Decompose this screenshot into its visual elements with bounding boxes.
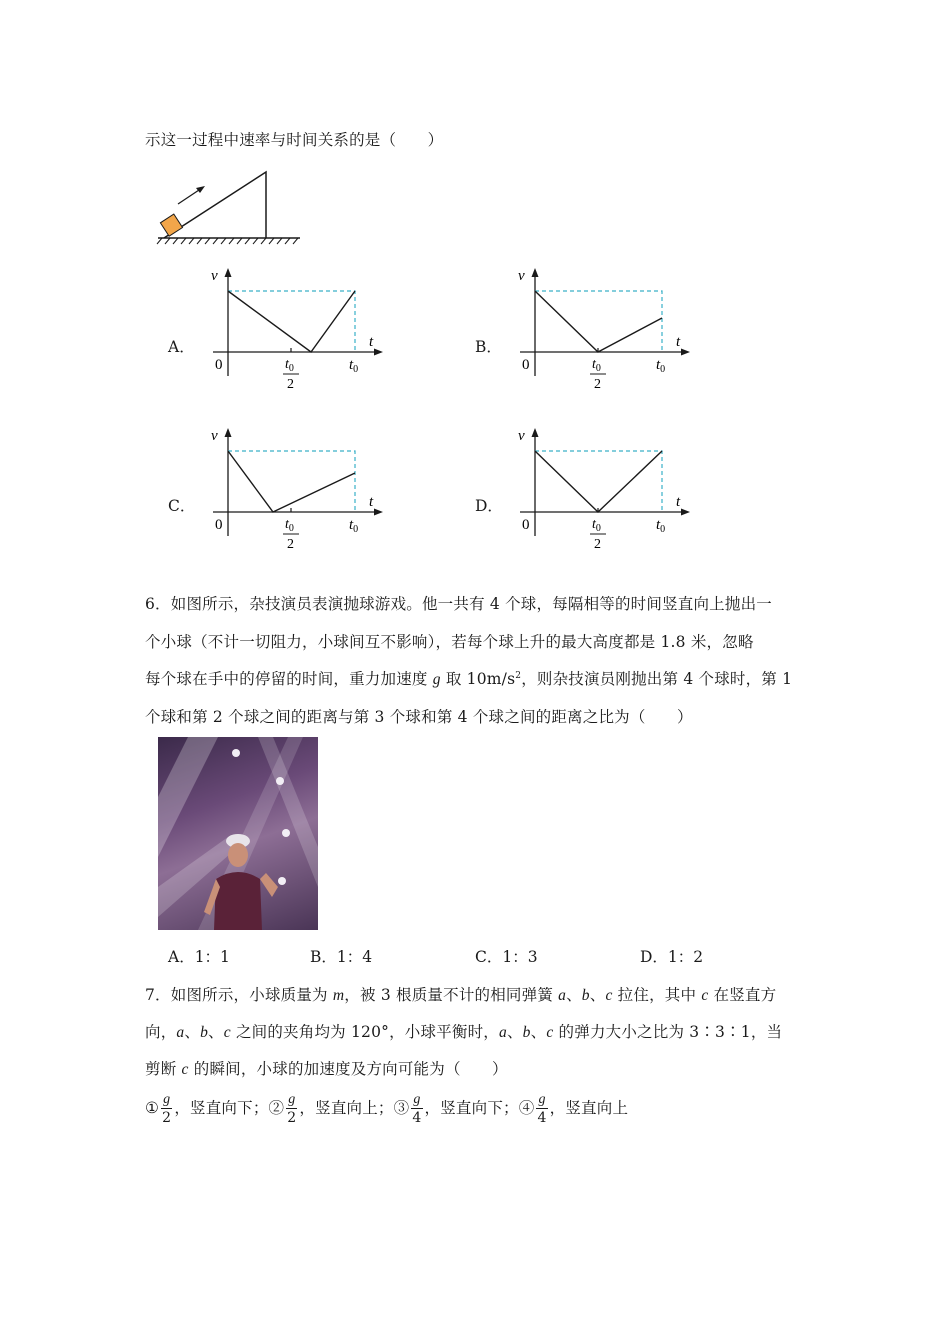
curve-a [228,291,355,352]
q6-choice-a: A．1：1 [168,948,230,966]
q6-line-1: 6．如图所示，杂技演员表演抛球游戏。他一共有 4 个球，每隔相等的时间竖直向上抛出一 [145,595,772,613]
graph-a [205,268,385,393]
q6-choice-b: B．1：4 [310,948,373,966]
graph-c [205,428,385,553]
option-c-label: C． [168,497,196,515]
axis-t-label: t [676,334,681,350]
axis-t-label: t [369,494,374,510]
half-den: 2 [287,377,294,392]
option-b-label: B． [475,338,502,356]
juggler-photo [158,737,318,930]
axis-t-label: t [369,334,374,350]
axis-v-label: v [518,268,525,284]
half-num: $t_0$ [592,357,601,374]
q7-line-1: 7．如图所示，小球质量为 m，被 3 根质量不计的相同弹簧 a、b、c 拉住，其中 c 在竖直方 [145,986,777,1004]
half-num: $t_0$ [285,357,294,374]
curve-c [228,451,355,512]
graph-d [512,428,692,553]
axis-v-label: v [211,268,218,284]
q7-line-2: 向，a、b、c 之间的夹角均为 120°，小球平衡时，a、b、c 的弹力大小之比为 3∶3∶1，当 [145,1023,783,1041]
curve-b [535,291,662,352]
fraction: $\frac{g}{4}$ [412,1092,422,1126]
half-num: $t_0$ [592,517,601,534]
origin-label: 0 [522,357,530,373]
half-den: 2 [594,377,601,392]
half-num: $t_0$ [285,517,294,534]
q6-choice-d: D．1：2 [640,948,704,966]
option-a-label: A． [168,338,195,356]
fraction: $\frac{g}{4}$ [537,1092,547,1126]
fraction: $\frac{g}{2}$ [287,1092,297,1126]
axis-v-label: v [518,428,525,444]
axis-v-label: v [211,428,218,444]
option-d-label: D． [475,497,503,515]
graph-b [512,268,692,393]
half-den: 2 [287,537,294,552]
curve-d [535,451,662,512]
q5-stem-tail: 示这一过程中速率与时间关系的是（ ） [145,131,444,149]
axis-t-label: t [676,494,681,510]
fraction: $\frac{g}{2}$ [162,1092,172,1126]
q6-line-4: 个球和第 2 个球之间的距离与第 3 个球和第 4 个球之间的距离之比为（ ） [145,708,693,726]
origin-label: 0 [522,517,530,533]
t0-label: $t_0$ [656,357,666,375]
t0-label: $t_0$ [349,517,359,535]
q7-line-3: 剪断 c 的瞬间，小球的加速度及方向可能为（ ） [145,1060,508,1078]
origin-label: 0 [215,357,223,373]
block [160,214,182,236]
q7-answers: ① $\frac{g}{2}$ ，竖直向下；② $\frac{g}{2}$ ，竖直向上；③ $\frac{g}{4}$ ，竖直向下；④ $\frac{g}{4}$ ，竖直向上 [145,1092,629,1126]
half-den: 2 [594,537,601,552]
t0-label: $t_0$ [349,357,359,375]
t0-label: $t_0$ [656,517,666,535]
q6-line-2: 个小球（不计一切阻力，小球间互不影响），若每个球上升的最大高度都是 1.8 米，忽略 [145,633,754,651]
q6-choice-c: C．1：3 [475,948,538,966]
q6-line-3: 每个球在手中的停留的时间，重力加速度 g 取 $10m/s^2$，则杂技演员刚抛出第 4 个球时，第 1 [145,670,793,688]
origin-label: 0 [215,517,223,533]
incline-figure [150,168,310,248]
